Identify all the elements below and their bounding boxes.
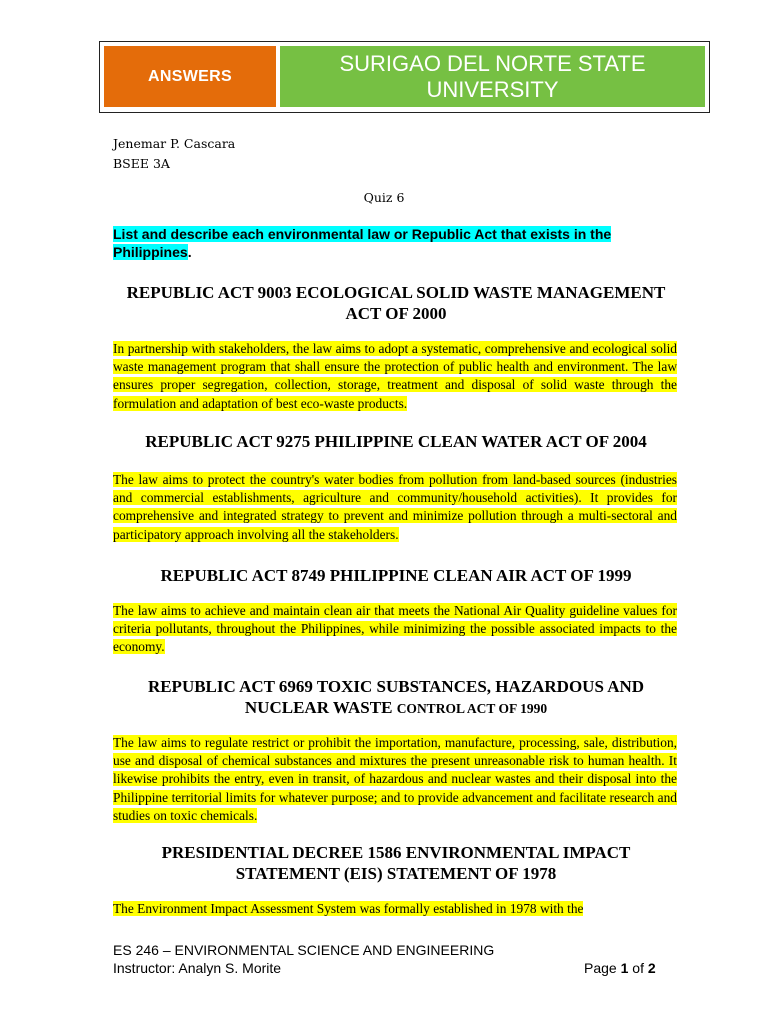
page-label: Page <box>584 960 617 976</box>
law-text-ra9275: The law aims to protect the country's water bodies from pollution from land-based sources (industries and commercial establishments, agriculture and community/household activities). It provides for comprehensive and integrated strategy to prevent and minimize pollution through a multi-sectoral and participatory approach involving all the stakeholders. <box>113 472 677 542</box>
page-of: of <box>632 960 644 976</box>
law-text-pd1586: The Environment Impact Assessment System was formally established in 1978 with the <box>113 901 584 916</box>
law-title-ra9275: REPUBLIC ACT 9275 PHILIPPINE CLEAN WATER ACT OF 2004 <box>145 432 647 451</box>
answers-label <box>104 46 276 107</box>
page-current: 1 <box>620 960 629 976</box>
law-title-ra6969-small: CONTROL ACT OF 1990 <box>396 701 548 716</box>
law-title-pd1586: PRESIDENTIAL DECREE 1586 ENVIRONMENTAL IMPACT STATEMENT (EIS) STATEMENT OF 1978 <box>161 843 631 883</box>
instructor-name: Instructor: Analyn S. Morite <box>113 960 282 976</box>
law-title-ra6969 <box>108 676 684 719</box>
course-title: ES 246 – ENVIRONMENTAL SCIENCE AND ENGINEERING <box>113 942 495 958</box>
university-name-line2: UNIVERSITY <box>426 76 559 102</box>
law-body-ra6969 <box>113 734 677 825</box>
instruction <box>113 225 673 261</box>
law-text-ra8749: The law aims to achieve and maintain clean air that meets the National Air Quality guideline values for criteria pollutants, throughout the Philippines, while minimizing the possible associated impacts to the economy. <box>113 603 677 655</box>
university-banner <box>280 46 705 107</box>
law-text-ra9003: In partnership with stakeholders, the law aims to adopt a systematic, comprehensive and ecological solid waste management program that shall ensure the protection of public health and environment. The law ensures proper segregation, collection, storage, treatment and disposal of solid waste through the formulation and adaptation of best eco-waste products. <box>113 341 677 411</box>
footer-course-info <box>113 941 494 977</box>
instruction-text: List and describe each environmental law or Republic Act that exists in the Philippines <box>113 226 612 260</box>
law-title-ra9003: REPUBLIC ACT 9003 ECOLOGICAL SOLID WASTE MANAGEMENT ACT OF 2000 <box>126 283 666 323</box>
law-body-ra9275 <box>113 471 677 544</box>
answers-text: ANSWERS <box>148 67 232 85</box>
student-name: Jenemar P. Cascara <box>113 136 236 151</box>
law-body-ra8749 <box>113 602 677 657</box>
law-body-pd1586 <box>113 900 677 918</box>
law-title-ra8749: REPUBLIC ACT 8749 PHILIPPINE CLEAN AIR ACT OF 1999 <box>160 566 632 585</box>
university-name-line1: SURIGAO DEL NORTE STATE <box>339 50 646 76</box>
page-total: 2 <box>647 960 656 976</box>
quiz-title: Quiz 6 <box>363 190 405 205</box>
instruction-end: . <box>187 244 192 260</box>
page-number <box>584 959 656 977</box>
student-info <box>113 134 235 174</box>
law-body-ra9003 <box>113 340 677 413</box>
student-section: BSEE 3A <box>113 156 170 171</box>
law-text-ra6969: The law aims to regulate restrict or prohibit the importation, manufacture, processing, sale, distribution, use and disposal of chemical substances and mixtures the present unreasonable risk to human health. It likewise prohibits the entry, even in transit, of hazardous and nuclear wastes and their disposal into the Philippine territorial limits for whatever purpose; and to provide advancement and facilitate research and studies on toxic chemicals. <box>113 735 677 823</box>
law-title-ra6969-main: REPUBLIC ACT 6969 TOXIC SUBSTANCES, HAZARDOUS AND NUCLEAR WASTE <box>147 677 645 717</box>
